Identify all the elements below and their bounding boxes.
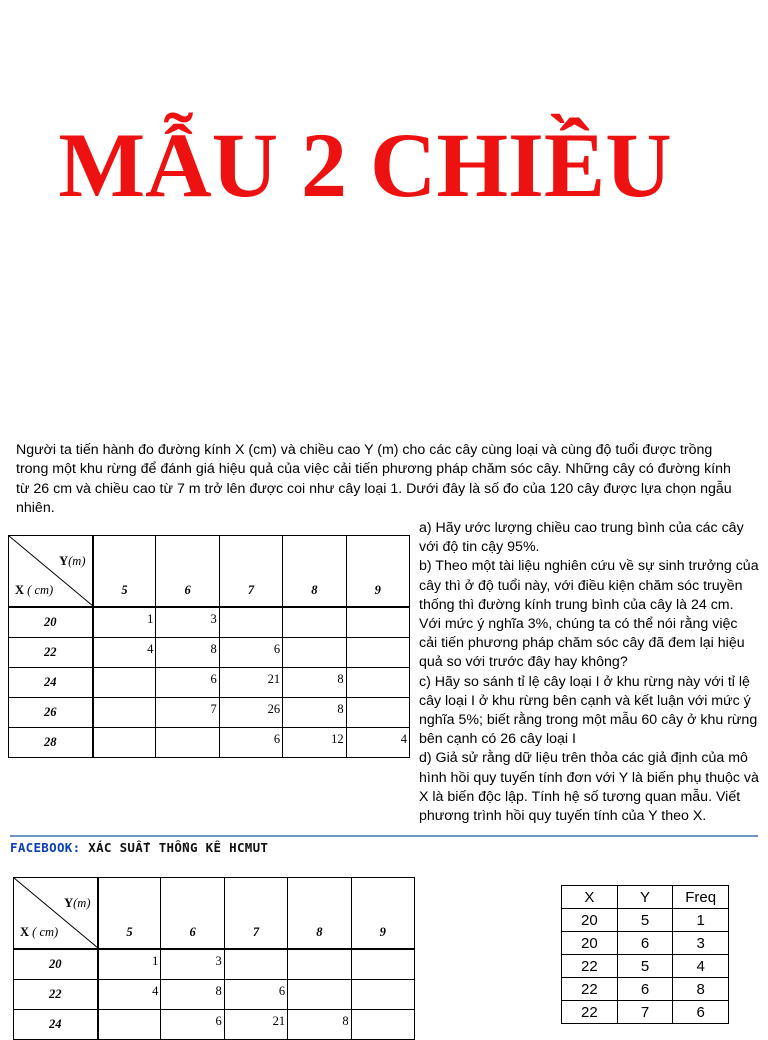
frequency-table xyxy=(561,885,729,1024)
column-header: 7 xyxy=(219,536,282,608)
table-cell: 6 xyxy=(219,638,282,668)
table-cell xyxy=(98,1010,161,1040)
table-row xyxy=(562,978,729,1001)
column-header: Freq xyxy=(673,886,729,909)
table-cell xyxy=(346,638,409,668)
table-cell: 6 xyxy=(161,1010,224,1040)
column-header: 5 xyxy=(98,878,161,950)
table-cell: 6 xyxy=(224,980,287,1010)
row-header: 24 xyxy=(14,1010,98,1040)
column-header: 9 xyxy=(346,536,409,608)
question-a: a) Hãy ước lượng chiều cao trung bình của các cây với độ tin cậy 95%. xyxy=(419,520,744,556)
table-cell: 6 xyxy=(617,932,673,955)
table-cell xyxy=(346,668,409,698)
table-cell: 20 xyxy=(562,909,618,932)
table-cell: 12 xyxy=(283,728,346,758)
table-row xyxy=(9,728,410,758)
table-cell: 22 xyxy=(562,978,618,1001)
page-title: MẪU 2 CHIỀU xyxy=(58,114,672,216)
table-cell xyxy=(351,1010,414,1040)
table-cell: 8 xyxy=(673,978,729,1001)
table-cell: 4 xyxy=(673,955,729,978)
problem-intro: Người ta tiến hành đo đường kính X (cm) và chiều cao Y (m) cho các cây cùng loại và cùng độ tuổi được trồng trong một khu rừng để đánh giá hiệu quả của việc cải tiến phương pháp chăm sóc cây. Những cây có đường kính từ 26 cm và chiều cao từ 7 m trở lên được coi như cây loại 1. Dưới đây là số đo của 120 cây được lựa chọn ngẫu nhiên. xyxy=(16,442,732,516)
y-axis-label: Y(m) xyxy=(64,896,91,910)
table-header-row xyxy=(14,878,415,950)
table-cell: 4 xyxy=(93,638,156,668)
question-c: c) Hãy so sánh tỉ lệ cây loại I ở khu rừng này với tỉ lệ cây loại I ở khu rừng bên cạnh và kết luận với mức ý nghĩa 5%; biết rằng trong một mẫu 60 cây ở khu rừng bên cạnh có 26 cây loại I xyxy=(419,673,758,748)
column-header: 9 xyxy=(351,878,414,950)
frequency-header-row xyxy=(562,886,729,909)
table-cell: 7 xyxy=(156,698,219,728)
table-row xyxy=(562,909,729,932)
table-cell: 3 xyxy=(156,607,219,638)
row-header: 28 xyxy=(9,728,93,758)
facebook-footer xyxy=(10,840,268,855)
table-cell xyxy=(288,980,351,1010)
question-b: b) Theo một tài liệu nghiên cứu về sự sinh trưởng của cây thì ở độ tuổi này, với điều kiện chăm sóc truyền thống thì đường kính trung bình của cây là 24 cm. Với mức ý nghĩa 3%, chúng ta có thể nói rằng việc cải tiến phương pháp chăm sóc cây đã đem lại hiệu quả so với trước đây hay không? xyxy=(419,558,759,671)
table-cell xyxy=(219,607,282,638)
table-row xyxy=(9,698,410,728)
table-cell: 22 xyxy=(562,1001,618,1024)
row-header: 22 xyxy=(9,638,93,668)
section-divider xyxy=(10,835,758,837)
table-cell xyxy=(283,607,346,638)
two-way-table-top xyxy=(8,535,410,758)
row-header: 20 xyxy=(9,607,93,638)
table-cell: 22 xyxy=(562,955,618,978)
table-cell xyxy=(346,698,409,728)
table-cell xyxy=(93,668,156,698)
table-cell xyxy=(156,728,219,758)
table-cell xyxy=(351,980,414,1010)
row-header: 20 xyxy=(14,949,98,980)
table-row xyxy=(9,607,410,638)
x-axis-label: X ( cm) xyxy=(20,925,59,939)
table-cell: 3 xyxy=(673,932,729,955)
table-row xyxy=(14,1010,415,1040)
table-cell: 1 xyxy=(98,949,161,980)
facebook-label: FACEBOOK: xyxy=(10,840,81,855)
table-cell xyxy=(283,638,346,668)
table-corner xyxy=(14,878,98,950)
table-cell xyxy=(93,728,156,758)
two-way-table-bottom xyxy=(13,877,415,1040)
table-cell: 5 xyxy=(617,955,673,978)
table-cell xyxy=(351,949,414,980)
table-cell: 7 xyxy=(617,1001,673,1024)
table-cell: 21 xyxy=(219,668,282,698)
column-header: 8 xyxy=(288,878,351,950)
table-corner xyxy=(9,536,93,608)
table-cell: 4 xyxy=(346,728,409,758)
table-cell: 8 xyxy=(288,1010,351,1040)
table-row xyxy=(9,668,410,698)
table-cell xyxy=(224,949,287,980)
table-cell: 6 xyxy=(156,668,219,698)
table-cell: 8 xyxy=(283,698,346,728)
row-header: 26 xyxy=(9,698,93,728)
row-header: 24 xyxy=(9,668,93,698)
question-list xyxy=(419,519,759,826)
table-cell xyxy=(288,949,351,980)
table-header-row xyxy=(9,536,410,608)
column-header: Y xyxy=(617,886,673,909)
table-cell: 8 xyxy=(283,668,346,698)
table-cell: 6 xyxy=(617,978,673,1001)
table-cell: 26 xyxy=(219,698,282,728)
table-cell: 21 xyxy=(224,1010,287,1040)
x-axis-label: X ( cm) xyxy=(15,583,54,597)
y-axis-label: Y(m) xyxy=(59,554,86,568)
table-cell: 6 xyxy=(219,728,282,758)
table-cell: 3 xyxy=(161,949,224,980)
table-cell xyxy=(93,698,156,728)
row-header: 22 xyxy=(14,980,98,1010)
table-cell: 20 xyxy=(562,932,618,955)
table-cell: 4 xyxy=(98,980,161,1010)
table-row xyxy=(562,932,729,955)
table-cell: 8 xyxy=(156,638,219,668)
table-cell: 6 xyxy=(673,1001,729,1024)
table-row xyxy=(562,955,729,978)
column-header: 8 xyxy=(283,536,346,608)
table-cell: 5 xyxy=(617,909,673,932)
table-cell xyxy=(346,607,409,638)
column-header: X xyxy=(562,886,618,909)
table-cell: 1 xyxy=(673,909,729,932)
table-row xyxy=(562,1001,729,1024)
question-d: d) Giả sử rằng dữ liệu trên thỏa các giả định của mô hình hồi quy tuyến tính đơn với Y là biến phụ thuộc và X là biến độc lập. Tính hệ số tương quan mẫu. Viết phương trình hồi quy tuyến tính của Y theo X. xyxy=(419,750,759,825)
column-header: 7 xyxy=(224,878,287,950)
table-cell: 8 xyxy=(161,980,224,1010)
column-header: 6 xyxy=(161,878,224,950)
table-row xyxy=(14,949,415,980)
facebook-page-name: XÁC SUẤT THỐNG KÊ HCMUT xyxy=(88,840,269,855)
table-cell: 1 xyxy=(93,607,156,638)
table-row xyxy=(14,980,415,1010)
column-header: 5 xyxy=(93,536,156,608)
column-header: 6 xyxy=(156,536,219,608)
table-row xyxy=(9,638,410,668)
